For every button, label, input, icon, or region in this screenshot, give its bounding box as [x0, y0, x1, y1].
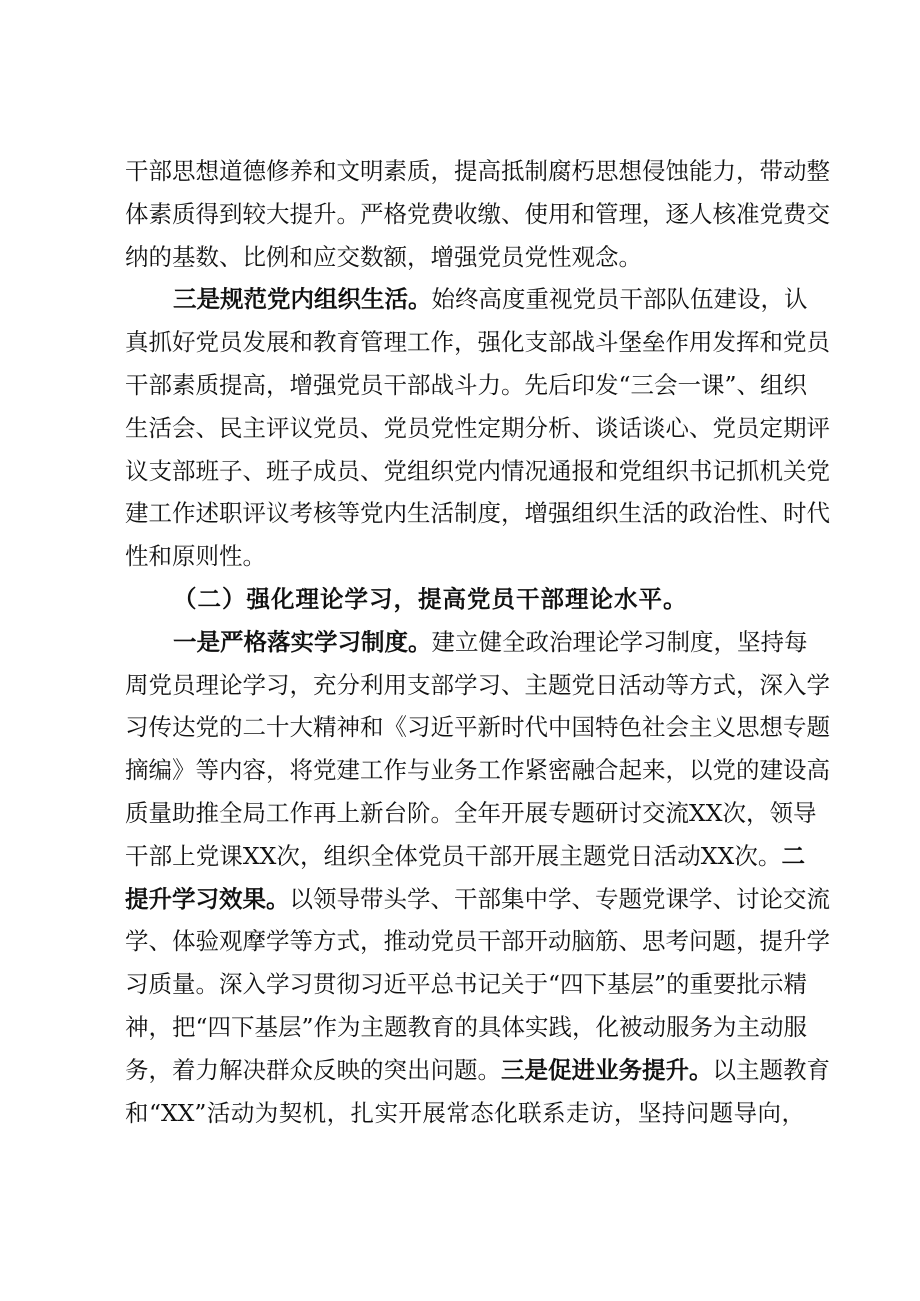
section-heading [125, 578, 805, 621]
paragraph-line: 生活会、民主评议党员、党员党性定期分析、谈话谈心、党员定期评 [125, 413, 830, 442]
paragraph-line: 质量助推全局工作再上新台阶。全年开展专题研讨交流XX次，领导 [125, 798, 817, 827]
paragraph-line: 和“XX”活动为契机，扎实开展常态化联系走访，坚持问题导向， [125, 1098, 805, 1127]
paragraph-text: 务，着力解决群众反映的突出问题。 [125, 1055, 501, 1084]
paragraph-line: 议支部班子、班子成员、党组织党内情况通报和党组织书记抓机关党 [125, 456, 830, 485]
paragraph-line [125, 878, 830, 921]
paragraph-line: 干部思想道德修养和文明素质，提高抵制腐朽思想侵蚀能力，带动整 [125, 157, 830, 185]
paragraph-line: 干部素质提高，增强党员干部战斗力。先后印发“三会一课”、组织 [125, 370, 808, 399]
paragraph-text: 始终高度重视党员干部队伍建设，认 [431, 285, 808, 314]
paragraph-line: 学、体验观摩学等方式，推动党员干部开动脑筋、思考问题，提升学 [125, 927, 830, 956]
section-heading-text: （二）强化理论学习，提高党员干部理论水平。 [173, 584, 688, 613]
paragraph-lead: 三是促进业务提升。 [501, 1055, 713, 1084]
paragraph-line: 习质量。深入学习贯彻习近平总书记关于“四下基层”的重要批示精 [125, 970, 808, 999]
paragraph-line: 体素质得到较大提升。严格党费收缴、使用和管理，逐人核准党费交 [125, 199, 830, 228]
paragraph-line: 习传达党的二十大精神和《习近平新时代中国特色社会主义思想专题 [125, 713, 830, 742]
paragraph-line: 神，把“四下基层”作为主题教育的具体实践，化被动服务为主动服 [125, 1012, 808, 1041]
paragraph-line: 周党员理论学习，充分利用支部学习、主题党日活动等方式，深入学 [125, 670, 830, 699]
paragraph-line [125, 835, 805, 878]
paragraph-lead: 提升学习效果。 [125, 884, 290, 913]
paragraph-line [125, 621, 808, 664]
paragraph-lead: 二 [781, 841, 805, 870]
paragraph-text: 以主题教育 [712, 1055, 830, 1084]
paragraph-line: 摘编》等内容，将党建工作与业务工作紧密融合起来，以党的建设高 [125, 756, 830, 785]
paragraph-line: 性和原则性。 [125, 542, 266, 571]
paragraph-line: 纳的基数、比例和应交数额，增强党员党性观念。 [125, 242, 642, 271]
paragraph-text: 建立健全政治理论学习制度，坚持每 [431, 627, 808, 656]
paragraph-lead: 三是规范党内组织生活。 [173, 285, 432, 314]
paragraph-text: 以领导带头学、干部集中学、专题党课学、讨论交流 [289, 884, 830, 913]
paragraph-text: 干部上党课XX次，组织全体党员干部开展主题党日活动XX次。 [125, 841, 782, 870]
paragraph-line: 真抓好党员发展和教育管理工作，强化支部战斗堡垒作用发挥和党员 [125, 328, 830, 357]
paragraph-line: 建工作述职评议考核等党内生活制度，增强组织生活的政治性、时代 [125, 499, 830, 528]
paragraph-line [125, 1049, 830, 1092]
paragraph-lead: 一是严格落实学习制度。 [173, 627, 432, 656]
paragraph-line [125, 278, 808, 321]
document-page [125, 150, 830, 1134]
